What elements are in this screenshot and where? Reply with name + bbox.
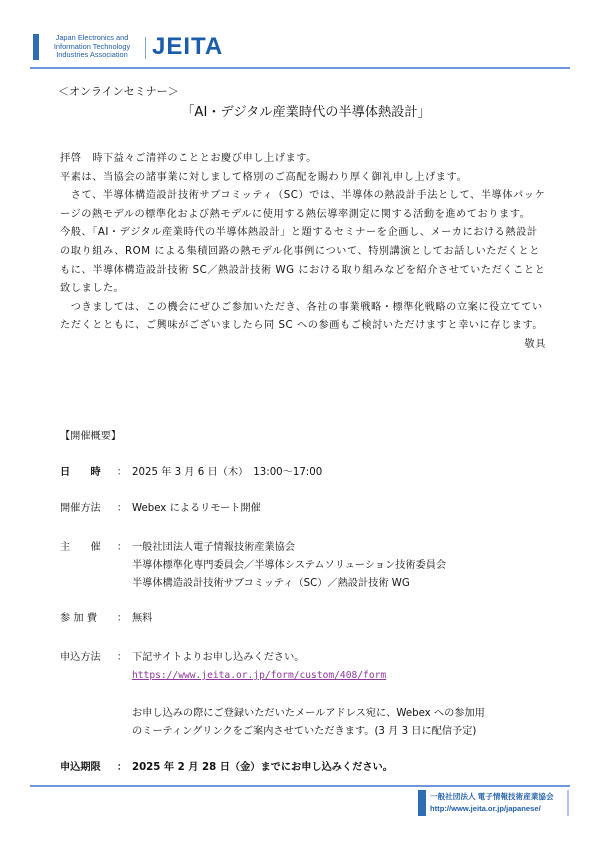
overview-heading: 【開催概要】 (60, 431, 122, 442)
colon: ： (116, 652, 128, 663)
date-value: 2025 年 3 月 6 日（木） 13:00～17:00 (132, 467, 323, 478)
colon: ： (116, 613, 128, 624)
paragraph: つきましては、この機会にぜひご参加いただき、各社の事業戦略・標準化戦略の立案に役立てていただくとともに、ご興味がございましたら同 SC への参画もご検討いただけますと幸いに存じます。 (60, 301, 544, 332)
colon: ： (116, 542, 128, 553)
deadline-label: 申込期限 (60, 762, 101, 773)
colon: ： (116, 467, 128, 478)
fee-label: 参 加 費 (60, 613, 98, 624)
date-label: 日 時 (60, 467, 101, 478)
footer-url[interactable]: http://www.jeita.or.jp/japanese/ (430, 804, 541, 813)
header-divider (145, 37, 146, 59)
page-title: 「AI・デジタル産業時代の半導体熱設計」 (181, 105, 431, 120)
organizer-label: 主 催 (60, 542, 101, 553)
paragraph: さて、半導体構造設計技術サブコミッティ（SC）では、半導体の熱設計手法として、半導体パッケージの熱モデルの標準化および熱モデルに使用する熱伝導率測定に関する活動を進めております。 (60, 190, 546, 220)
apply-note-line: お申し込みの際にご登録いただいたメールアドレス宛に、Webex への参加用 (132, 708, 485, 719)
deadline-value: 2025 年 2 月 28 日（金）までにお申し込みください。 (132, 762, 393, 773)
method-label: 開催方法 (60, 503, 101, 514)
colon: ： (116, 503, 128, 514)
fee-row (60, 610, 153, 628)
apply-note-line: のミーティングリンクをご案内させていただきます。(3 月 3 日に配信予定) (132, 726, 477, 737)
footer-org-info (430, 791, 554, 815)
paragraph: 平素は、当協会の諸事業に対しまして格別のご高配を賜わり厚く御礼申し上げます。 (60, 171, 468, 183)
org-line: Japan Electronics and (55, 33, 129, 42)
org-line: Information Technology (53, 41, 131, 51)
apply-row (60, 649, 485, 737)
organizer-line: 一般社団法人電子情報技術産業協会 (132, 542, 295, 553)
footer-accent-bar (418, 790, 426, 816)
colon: ： (116, 762, 128, 773)
footer-divider (567, 790, 569, 816)
header-rule (30, 67, 570, 69)
jeita-logo: JEITA (152, 33, 224, 60)
organizer-row (60, 539, 447, 589)
header-org-name (44, 34, 140, 60)
footer-org-name: 一般社団法人 電子情報技術産業協会 (430, 792, 554, 801)
seminar-type: ＜オンラインセミナー＞ (58, 85, 179, 98)
method-row (60, 500, 261, 518)
method-value: Webex によるリモート開催 (132, 503, 261, 514)
header-accent-bar (33, 34, 39, 60)
organizer-line: 半導体構造設計技術サブコミッティ（SC）／熱設計技術 WG (132, 578, 410, 589)
fee-value: 無料 (132, 613, 153, 624)
letter-body (60, 150, 546, 355)
paragraph: 今般、「AI・デジタル産業時代の半導体熱設計」と題するセミナーを企画し、メーカにおける熱設計の取り組み、ROM による集積回路の熱モデル化事例について、特別講演としてお話しいただくとともに、半導体構造設計技術 SC／熱設計技術 WG における取り組みなどを紹介させていただくことと致しました。 (60, 227, 546, 295)
date-row (60, 464, 323, 482)
closing: 敬具 (524, 338, 546, 350)
footer-rule (30, 785, 570, 787)
apply-label: 申込方法 (60, 652, 101, 663)
registration-link[interactable]: https://www.jeita.or.jp/form/custom/408/form (132, 670, 387, 681)
organizer-line: 半導体標準化専門委員会／半導体システムソリューション技術委員会 (132, 560, 447, 571)
greeting: 拝啓 時下益々ご清祥のこととお慶び申し上げます。 (60, 153, 317, 164)
org-line: Industries Association (56, 50, 128, 60)
deadline-row (60, 759, 393, 777)
apply-value: 下記サイトよりお申し込みください。 (132, 652, 305, 663)
